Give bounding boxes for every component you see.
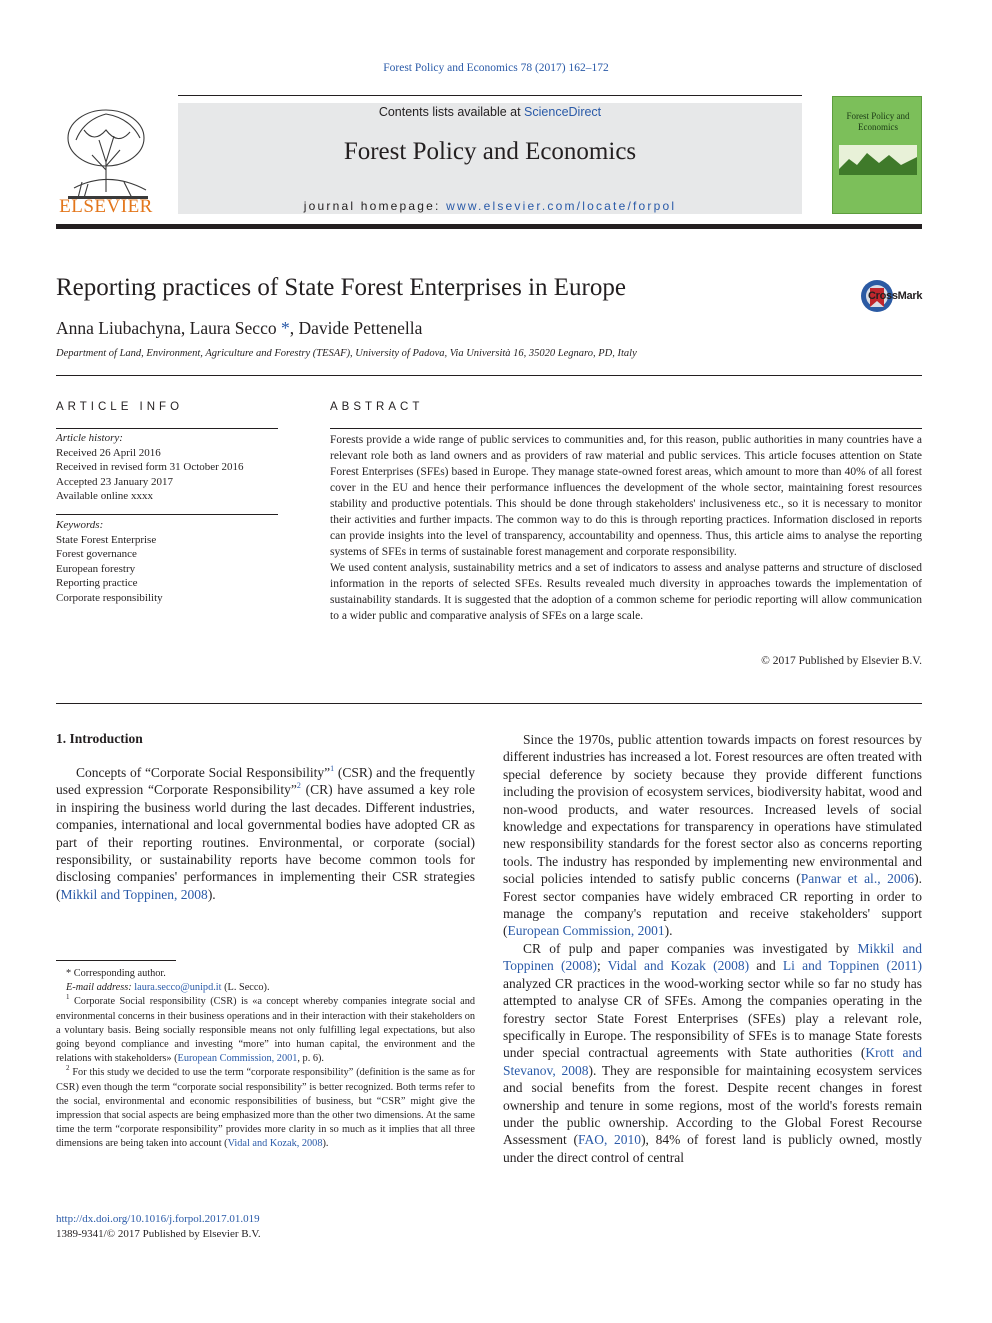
article-history (56, 431, 286, 504)
keyword: Corporate responsibility (56, 591, 163, 604)
footnote-mark: * (66, 968, 72, 979)
footnote-1 (56, 995, 475, 1066)
footnote-ref[interactable]: 1 (330, 764, 335, 773)
body-paragraph (503, 940, 922, 1166)
citation-link[interactable]: Krott and Stevanov, 2008 (503, 1045, 922, 1078)
elsevier-wordmark: ELSEVIER (59, 196, 153, 217)
authors (56, 318, 422, 339)
text: (CSR) and the frequently used expression “Corporate Responsibility” (56, 765, 475, 798)
text: Corporate Social responsibility (CSR) is «a concept whereby companies integrate social and environmental concerns in their business operations and in their interaction with their stakeholders on a voluntary basis. Being socially responsible means not only fulfilling legal expectations, but also going beyond compliance and investing “more” into human capital, the environment and the relations with stakeholders» ( (56, 996, 475, 1065)
rule (330, 428, 922, 429)
citation-link[interactable]: Panwar et al., 2006 (800, 871, 915, 887)
text: ). They are responsible for maintaining ecosystem services and social benefits from the forest. Despite recent changes in forest ownership and tenure in some regions, most of the world's forests remain under the public ownership. According to the Global Forest Recourse Assessment ( (503, 1062, 922, 1148)
email-link[interactable]: laura.secco@unipd.it (134, 982, 222, 994)
cover-image-icon (839, 145, 917, 175)
rule (56, 703, 922, 704)
email-label: E-mail address: (66, 982, 135, 994)
abstract-paragraph: We used content analysis, sustainability metrics and a set of indicators to assess and analyse patterns and structure of disclosed information in the reports of selected SFEs. Results revealed much diversity in approaches towards the implementation of sustainability standards. It is suggested that the adoption of a common scheme for periodic reporting will allow communication to a wider public and comparative analysis of SFEs on a large scale. (330, 562, 922, 622)
body-paragraph (503, 731, 922, 940)
journal-cover-thumbnail[interactable] (832, 96, 922, 214)
keyword: Forest governance (56, 548, 137, 560)
citation-link[interactable]: European Commission, 2001 (177, 1053, 298, 1065)
citation-link[interactable]: European Commission, 2001 (507, 923, 665, 939)
history-item: Received 26 April 2016 (56, 446, 161, 459)
abstract-copyright: © 2017 Published by Elsevier B.V. (761, 655, 922, 667)
footnotes (56, 967, 475, 1152)
sciencedirect-link[interactable]: ScienceDirect (524, 105, 602, 119)
citation-link[interactable]: Vidal and Kozak (2008) (607, 958, 750, 974)
text: Since the 1970s, public attention towards impacts on forest resources by different industries has increased a lot. Forest resources are often treated with special deference by society because they provide different functions including the provision of ecosystem services, biodiversity habitat, wood and non-wood products, and water resources. Increased levels of social knowledge and expectations for transparency in operations have stimulated new responsibility standards for the forest sector also as concerns reporting tools. The industry has responded by implementing new environmental and social policies intended to satisfy public concerns ( (503, 732, 922, 887)
footnote-number: 1 (66, 993, 70, 1002)
keyword: State Forest Enterprise (56, 533, 157, 546)
text: (CR) have assumed a key role in inspiring the business world during the last decades. Different industries, companies, international and local governmental bodies have adopted CR as part of their reporting routines. Environmental, or corporate (social) responsibility, or sustainability reports have become common tools for disclosing companies' performances in implementing their CSR strategies ( (56, 782, 475, 902)
abstract-heading: ABSTRACT (330, 401, 424, 413)
doi-link[interactable]: http://dx.doi.org/10.1016/j.forpol.2017.01.019 (56, 1213, 260, 1225)
keywords-label: Keywords: (56, 519, 104, 531)
text: For this study we decided to use the term “corporate responsibility” (definition is the same as for CSR) even though the term “corporate social responsibility” is better recognized. Both terms refer to the social, environmental and economic responsibilities of business, but “CSR” might give the impression that social aspects are being emphasized more than the other two dimensions. At the same time the term “corporate responsibility” provides more clarity in so much as it implies that all three dimensions are being taken into account ( (56, 1067, 475, 1150)
history-item: Accepted 23 January 2017 (56, 475, 173, 488)
authors-first: Anna Liubachyna, Laura Secco (56, 318, 277, 338)
rule (56, 514, 278, 515)
journal-homepage (178, 199, 802, 213)
footnote-corresponding (56, 967, 475, 981)
text: ). (664, 923, 673, 939)
keywords (56, 518, 286, 605)
body-right-column (503, 731, 922, 1166)
history-item: Available online xxxx (56, 490, 153, 502)
body-left-column (56, 764, 475, 903)
keyword: European forestry (56, 562, 136, 575)
citation-link[interactable]: Li and Toppinen (2011) (782, 958, 922, 974)
affiliation: Department of Land, Environment, Agriculture and Forestry (TESAF), University of Padova, Via Università 16, 35020 Legnaro, PD, Italy (56, 348, 637, 359)
footnote-email (56, 981, 475, 995)
header-rule (178, 95, 802, 96)
homepage-link[interactable]: www.elsevier.com/locate/forpol (446, 199, 677, 213)
rule (56, 428, 278, 429)
history-item: Received in revised form 31 October 2016 (56, 461, 244, 473)
contents-line (178, 105, 802, 119)
text: ; (596, 958, 608, 974)
body-paragraph (56, 764, 475, 903)
footnote-ref[interactable]: 2 (296, 781, 301, 791)
text: Concepts of “Corporate Social Responsibility” (76, 765, 331, 780)
abstract-paragraph: Forests provide a wide range of public services to communities and, for this reason, public authorities in many countries have a relevant role both as land owners and as providers of raw material and public services. This article focuses attention on State Forest Enterprises (SFEs) based in Europe. They manage state-owned forest areas, which amount to more than 40% of all forest cover in the EU and hence their performance influences the development of the whole sector, maintaining forest resources stability and productive potentials. This should be done through stakeholders' inclusiveness etc., so it is necessary to monitor their activities and further impacts. The common way to do this is through reporting practices. Information disclosed in reports can provide insights into the level of transparency, accountability and openness. Thus, this article aims to analyse the reporting systems of SFEs in terms of sustainable forest management and corporate responsibility. (330, 434, 922, 558)
text: , p. 6). (297, 1053, 324, 1065)
text: ), 84% of forest land is publicly owned, mostly under the direct control of central (503, 1132, 922, 1165)
issn-line: 1389-9341/© 2017 Published by Elsevier B.V. (56, 1228, 261, 1240)
citation-link[interactable]: Mikkil and Toppinen (2008) (503, 940, 923, 974)
footnote-rule (56, 960, 176, 961)
article-title: Reporting practices of State Forest Enterprises in Europe (56, 274, 626, 301)
text: ). (322, 1138, 329, 1150)
header-thick-rule (56, 224, 922, 229)
text: CR of pulp and paper companies was investigated by (523, 940, 858, 956)
journal-citation[interactable]: Forest Policy and Economics 78 (2017) 162–172 (383, 62, 609, 74)
citation-link[interactable]: Mikkil and Toppinen, 2008 (60, 886, 208, 902)
article-info-heading: ARTICLE INFO (56, 401, 184, 413)
text: (L. Secco). (221, 982, 270, 994)
text: Corresponding author. (73, 968, 166, 979)
footnote-number: 2 (66, 1064, 70, 1073)
text: and (749, 958, 783, 974)
homepage-prefix: journal homepage: (303, 199, 447, 213)
corresponding-author-mark[interactable]: * (280, 318, 290, 338)
abstract-text (330, 432, 922, 624)
citation-link[interactable]: Vidal and Kozak, 2008 (227, 1138, 323, 1150)
footnote-2 (56, 1066, 475, 1151)
journal-title: Forest Policy and Economics (343, 138, 637, 165)
rule (56, 375, 922, 376)
crossmark-label[interactable]: CrossMark (868, 290, 923, 302)
keyword: Reporting practice (56, 577, 138, 589)
citation-link[interactable]: FAO, 2010 (577, 1132, 642, 1148)
text: ). Forest sector companies have widely embraced CR reporting in order to manage the company's reputation and receive stakeholders' support ( (503, 871, 922, 939)
cover-title: Forest Policy and Economics (846, 111, 910, 132)
text: ). (207, 886, 216, 902)
section-heading: 1. Introduction (56, 731, 143, 746)
authors-last: , Davide Pettenella (289, 318, 423, 338)
contents-prefix: Contents lists available at (378, 105, 525, 119)
text: analyzed CR practices in the wood-working sector while so far no study has attempted to analyse CR of SFEs. Among the companies operating in the forestry sector State Forest Enterprises (SFEs) play a relevant role, specifically in Europe. The responsibility of SFEs is to manage State forests under special contractual agreements with State authorities ( (503, 975, 922, 1061)
history-label: Article history: (56, 432, 123, 444)
